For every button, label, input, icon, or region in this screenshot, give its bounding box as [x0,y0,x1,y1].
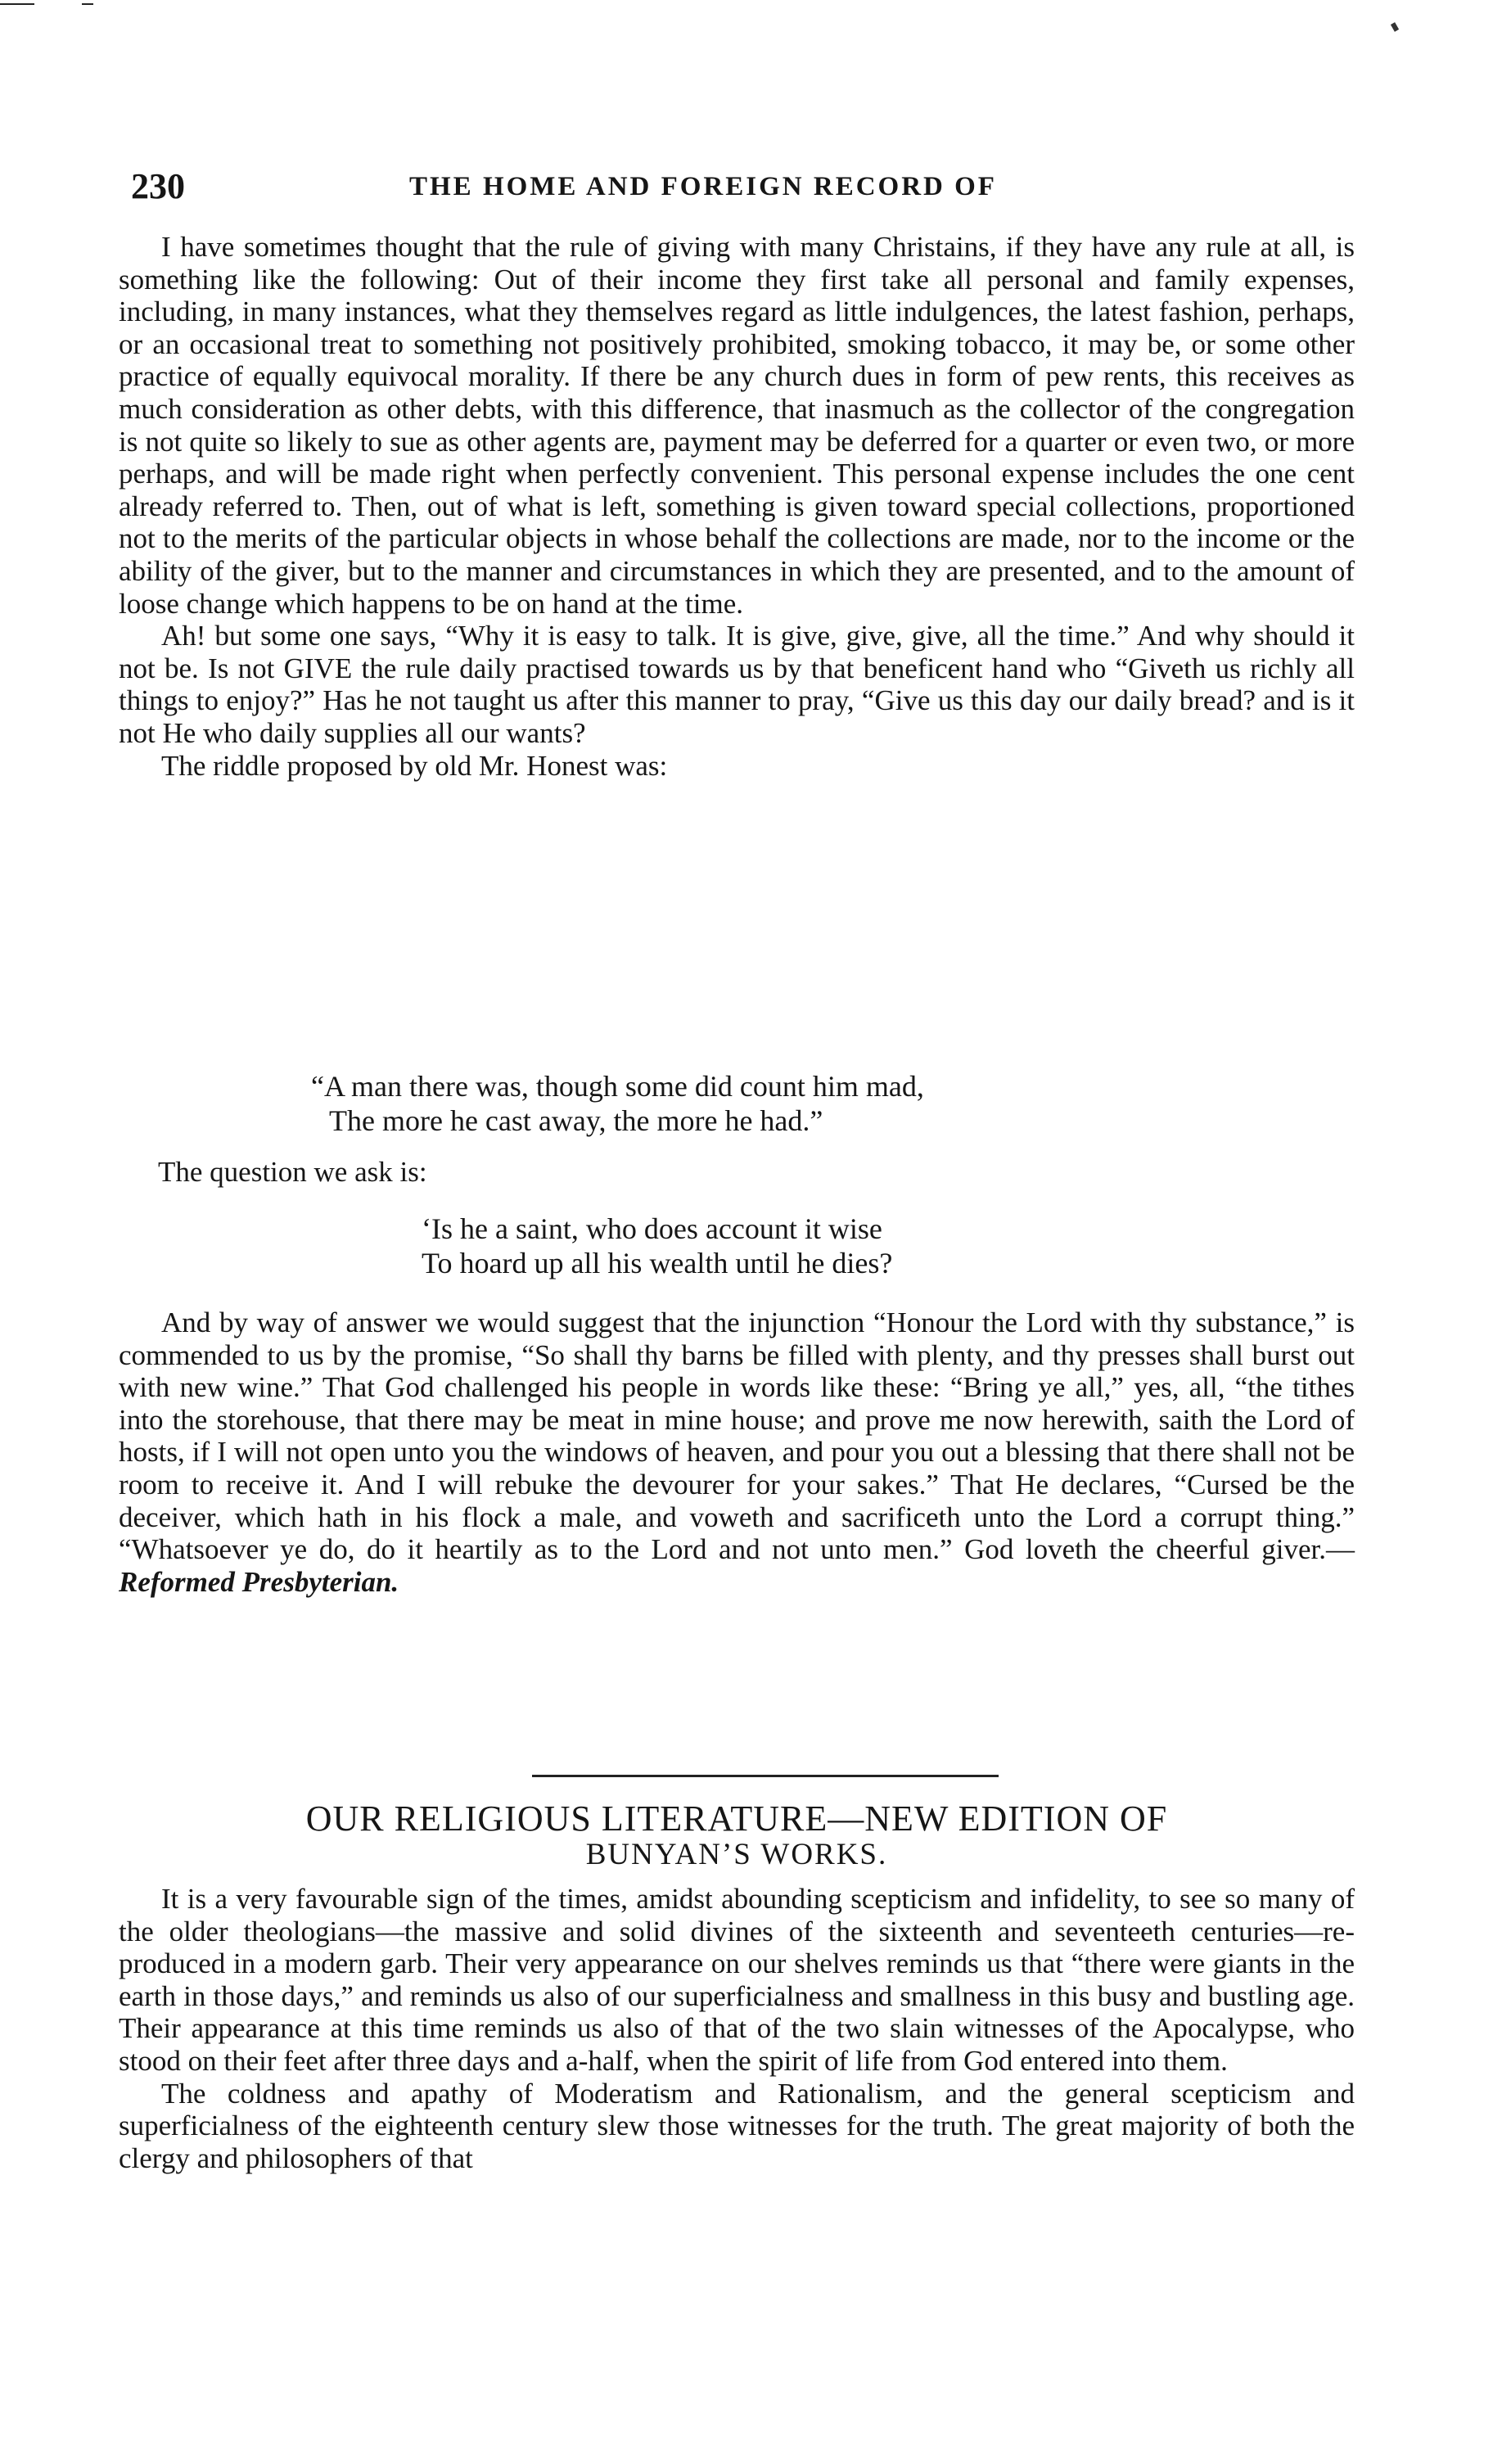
verse-line: To hoard up all his wealth until he dies? [422,1247,893,1279]
paragraph-coldness-apathy: The coldness and apathy of Moderatism and Rationalism, and the general scepticism and superficialness of the eighteenth century slew those witnesses for the truth. The great majority of both the clergy and philosophers of that [119,2077,1355,2174]
verse-line: The more he cast away, the more he had.” [329,1104,823,1137]
running-head [131,162,1383,211]
source-attribution: Reformed Presbyterian. [119,1565,399,1598]
paragraph-answer-text: And by way of answer we would suggest that the injunction “Honour the Lord with thy substance,” is commended to us by the promise, “So shall thy barns be filled with plenty, and thy presses shall burst out with new wine.” That God challenged his people in words like these: “Bring ye all,” yes, all, “the tithes into the storehouse, that there may be meat in mine house; and prove me now herewith, saith the Lord of hosts, if I will not open unto you the windows of heaven, and pour you out a blessing that there shall not be room to receive it. And I will rebuke the devourer for your sakes.” That He declares, “Cursed be the deceiver, which hath in his flock a male, and voweth and sacrificeth unto the Lord a corrupt thing.” “Whatsoever ye do, do it heartily as to the Lord and not unto men.” God loveth the cheerful giver.— [119,1306,1355,1566]
paragraph-question-intro: The question we ask is: [158,1156,427,1188]
running-title: THE HOME AND FOREIGN RECORD OF [409,172,997,201]
page-number: 230 [131,166,185,206]
scan-edge-mark [0,0,123,10]
paragraph-giving-rule: I have sometimes thought that the rule of giving with many Christains, if they have any rule at all, is something like the following: Out of their income they first take all personal and family expenses, including, in many instances, what they themselves regard as little indulgences, the latest fashion, perhaps, or an occasional treat to something not positively prohibited, smoking tobacco, it may be, or some other practice of equally equivocal morality. If there be any church dues in form of pew rents, this receives as much consideration as other debts, with this difference, that inasmuch as the collector of the congregation is not quite so likely to sue as other agents are, payment may be deferred for a quarter or even two, or more perhaps, and will be made right when perfectly convenient. This personal expense includes the one cent already referred to. Then, out of what is left, something is given toward special collections, proportioned not to the merits of the particular objects in whose behalf the collections are made, nor to the income or the ability of the giver, but to the manner and circumstances in which they are presented, and to the amount of loose change which happens to be on hand at the time. [119,231,1355,620]
article-body-part-2 [119,1306,1355,1598]
article-body-part-1 [119,231,1355,782]
paragraph-riddle-intro: The riddle proposed by old Mr. Honest was: [161,749,668,782]
paragraph-favourable-sign: It is a very favourable sign of the times, amidst abounding scepticism and infidelity, to see so many of the older theologians—the massive and solid divines of the sixteenth and seventeeth centuries—re-produced in a modern garb. Their very appearance on our shelves reminds us that “there were giants in the earth in those days,” and reminds us also of our superficialness and smallness in this busy and bustling age. Their appearance at this time reminds us also of that of the two slain witnesses of the Apocalypse, who stood on their feet after three days and a-half, when the spirit of life from God entered into them. [119,1883,1355,2077]
paragraph-ah-but: Ah! but some one says, “Why it is easy to talk. It is give, give, give, all the time.” And why should it not be. Is not GIVE the rule daily practised towards us by that beneficent hand who “Giveth us richly all things to enjoy?” Has he not taught us after this manner to pray, “Give us this day our daily bread? and is it not He who daily supplies all our wants? [119,620,1355,749]
scan-speck [1391,22,1399,32]
verse-line: “A man there was, though some did count him mad, [311,1070,924,1103]
verse-question [422,1212,892,1280]
paragraph-answer [119,1306,1355,1598]
article-2-body [119,1883,1355,2174]
article-title: OUR RELIGIOUS LITERATURE—NEW EDITION OF [305,1798,1168,1839]
verse-riddle [311,1069,924,1138]
section-divider [532,1775,999,1777]
article-subtitle: BUNYAN’S WORKS. [585,1838,888,1871]
question-intro-block [119,1156,1355,1189]
verse-line: ‘Is he a saint, who does account it wise [422,1212,882,1245]
